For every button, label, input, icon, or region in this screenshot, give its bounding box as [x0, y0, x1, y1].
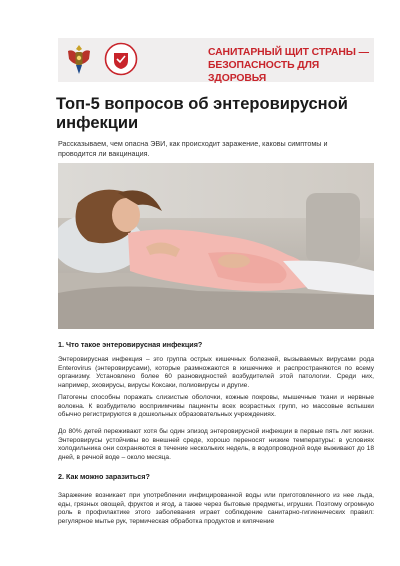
sanitary-shield-logo-icon	[104, 42, 138, 76]
header-slogan	[208, 46, 370, 85]
section-1-paragraph-3: До 80% детей переживают хотя бы один эпизод энтеровирусной инфекции в первые пять лет жизни. Энтеровирусы устойчивы во внешней среде, хорошо переносят низкие температуры: в условиях холодильника они сохраняются в течение нескольких недель, в водопроводной воде выживают до 18 дней, в речной воде – около месяца.	[58, 428, 374, 461]
section-1-paragraph-1: Энтеровирусная инфекция – это группа острых кишечных болезней, вызываемых вирусами рода Enterovirus (энтеровирусами), которые размножаются в кишечнике и распространяются по всему организму. Установлено более 60 разновидностей возбудителей этой патологии. Среди них, например, эховирусы, вирусы Коксаки, полиовирусы и другие.	[58, 356, 374, 389]
woman-with-abdominal-pain-photo-icon	[58, 163, 374, 329]
double-headed-eagle-emblem-icon	[64, 42, 94, 78]
slogan-line-1: САНИТАРНЫЙ ЩИТ СТРАНЫ —	[208, 47, 369, 58]
section-2-paragraph-1: Заражение возникает при употреблении инфицированной воды или приготовленного из нее льда, еды, грязных овощей, фруктов и ягод, а также через бытовые предметы, игрушки. Поэтому огромную роль в профилактике этого заболевания играет соблюдение санитарно-гигиенических правил: регулярное мытье рук, термическая обработка продуктов и кипячение	[58, 492, 374, 525]
article-lead: Рассказываем, чем опасна ЭВИ, как происходит заражение, каковы симптомы и проводится ли вакцинация.	[58, 139, 328, 158]
header-banner	[58, 38, 374, 82]
section-2-heading: 2. Как можно заразиться?	[58, 472, 150, 481]
section-1-heading: 1. Что такое энтеровирусная инфекция?	[58, 340, 203, 349]
article-title: Топ-5 вопросов об энтеровирусной инфекции	[56, 95, 348, 132]
slogan-line-2: БЕЗОПАСНОСТЬ ДЛЯ ЗДОРОВЬЯ	[208, 60, 320, 84]
section-1-paragraph-2: Патогены способны поражать слизистые оболочки, кожные покровы, мышечные ткани и нервные волокна. К возбудителю восприимчивы пациенты всех возрастных групп, но массовые вспышки обычно регистрируются в дошкольных образовательных учреждениях.	[58, 394, 374, 419]
article-photo	[58, 163, 374, 329]
